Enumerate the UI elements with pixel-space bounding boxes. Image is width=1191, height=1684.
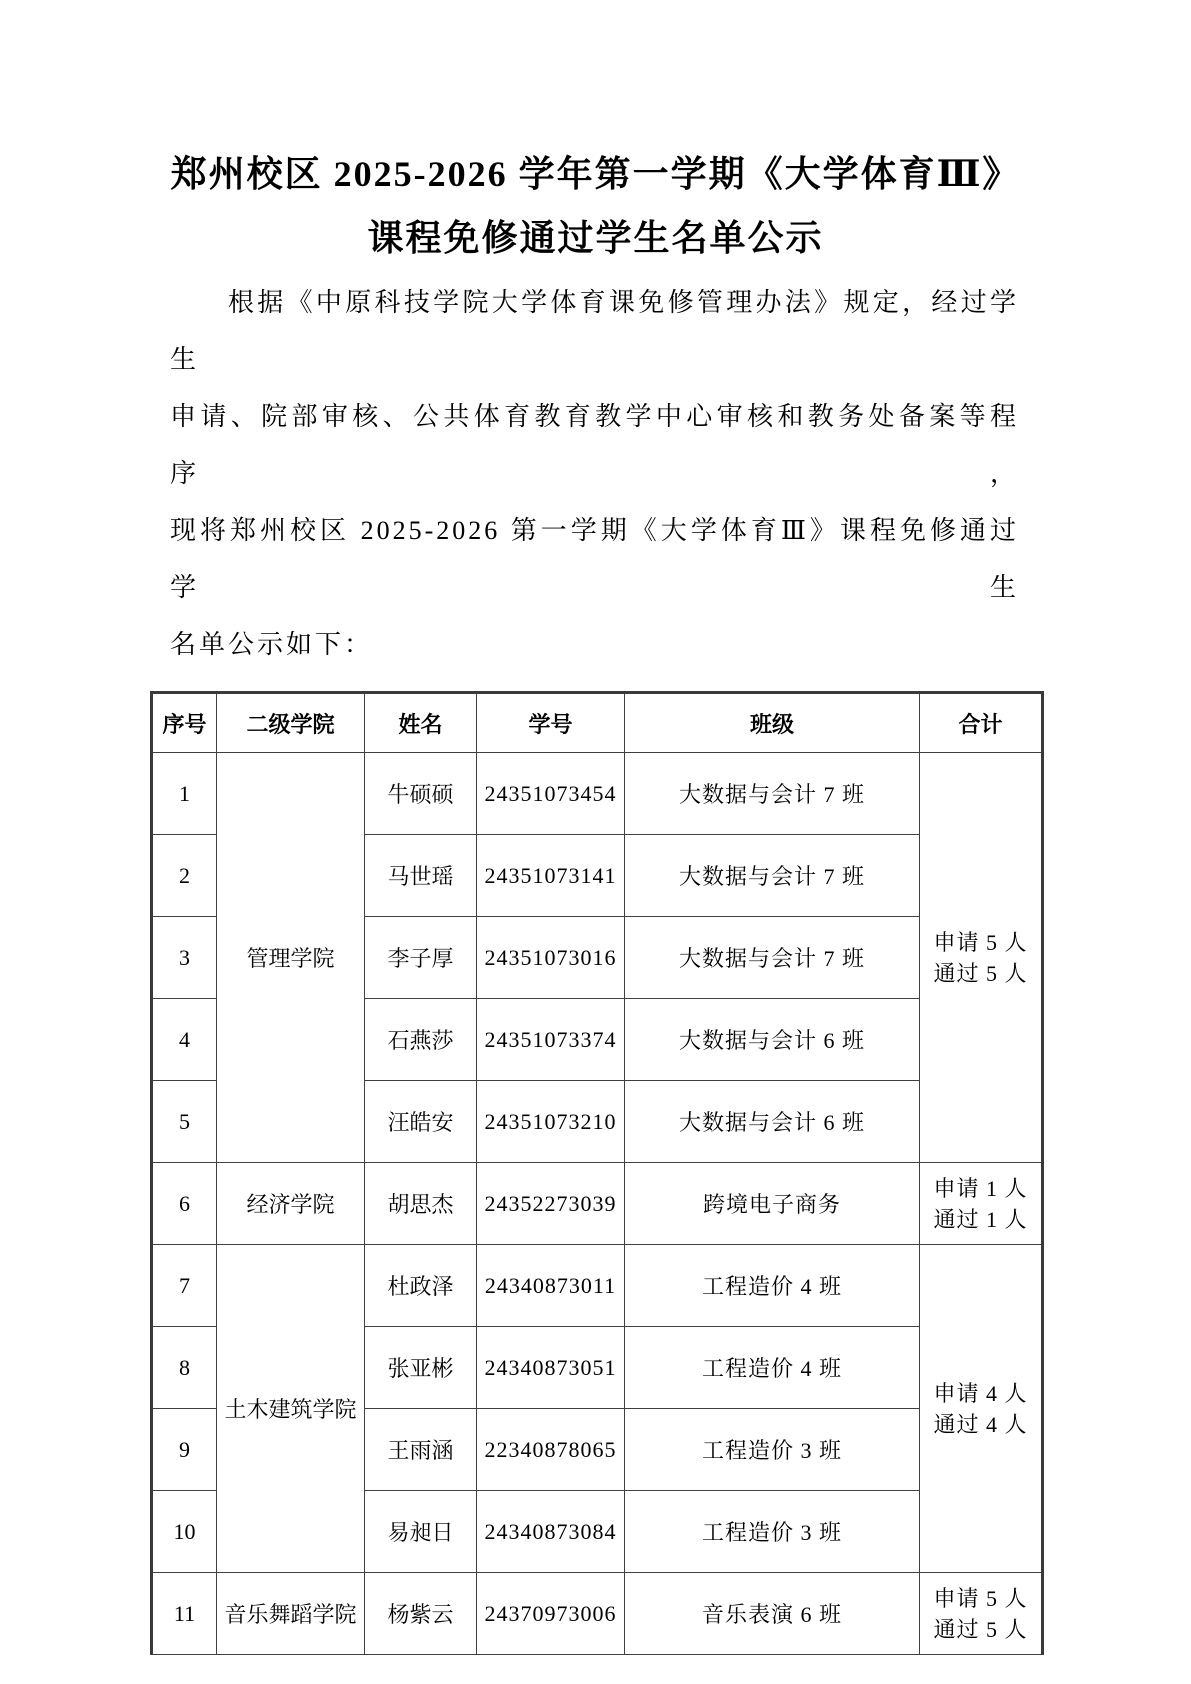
student-id-cell: 24370973006: [477, 1573, 625, 1655]
row-number-cell: 6: [152, 1163, 217, 1245]
row-number-cell: 7: [152, 1245, 217, 1327]
student-id-cell: 24340873084: [477, 1491, 625, 1573]
document-title-line1: 郑州校区 2025-2026 学年第一学期《大学体育Ⅲ》: [170, 154, 1021, 194]
row-number-cell: 1: [152, 753, 217, 835]
paragraph-line: 现将郑州校区 2025-2026 第一学期《大学体育Ⅲ》课程免修通过学生: [170, 516, 1019, 602]
intro-paragraph: [170, 274, 1019, 673]
class-cell: 工程造价 3 班: [625, 1409, 920, 1491]
paragraph-line: 名单公示如下：: [170, 630, 374, 659]
student-id-cell: 24351073141: [477, 835, 625, 917]
table-row: [152, 1245, 1043, 1327]
class-cell: 大数据与会计 7 班: [625, 753, 920, 835]
student-name-cell: 杜政泽: [365, 1245, 477, 1327]
row-number-cell: 4: [152, 999, 217, 1081]
header-cell-seq: 序号: [152, 693, 217, 753]
row-number-cell: 10: [152, 1491, 217, 1573]
college-cell: 管理学院: [217, 753, 365, 1163]
row-number-cell: 2: [152, 835, 217, 917]
table-header-row: [152, 693, 1043, 753]
class-cell: 大数据与会计 6 班: [625, 999, 920, 1081]
total-cell: 申请 5 人 通过 5 人: [920, 753, 1043, 1163]
header-cell-college: 二级学院: [217, 693, 365, 753]
header-cell-id: 学号: [477, 693, 625, 753]
student-name-cell: 牛硕硕: [365, 753, 477, 835]
college-cell: 音乐舞蹈学院: [217, 1573, 365, 1655]
college-cell: 经济学院: [217, 1163, 365, 1245]
student-id-cell: 24351073454: [477, 753, 625, 835]
total-cell: 申请 5 人 通过 5 人: [920, 1573, 1043, 1655]
class-cell: 工程造价 4 班: [625, 1327, 920, 1409]
class-cell: 大数据与会计 7 班: [625, 835, 920, 917]
row-number-cell: 3: [152, 917, 217, 999]
paragraph-line: 申请、院部审核、公共体育教育教学中心审核和教务处备案等程序，: [170, 402, 1019, 488]
student-name-cell: 马世瑶: [365, 835, 477, 917]
class-cell: 大数据与会计 6 班: [625, 1081, 920, 1163]
student-id-cell: 24340873011: [477, 1245, 625, 1327]
header-cell-name: 姓名: [365, 693, 477, 753]
student-id-cell: 24351073374: [477, 999, 625, 1081]
header-cell-class: 班级: [625, 693, 920, 753]
row-number-cell: 11: [152, 1573, 217, 1655]
class-cell: 跨境电子商务: [625, 1163, 920, 1245]
table-row: [152, 1163, 1043, 1245]
class-cell: 音乐表演 6 班: [625, 1573, 920, 1655]
row-number-cell: 5: [152, 1081, 217, 1163]
class-cell: 大数据与会计 7 班: [625, 917, 920, 999]
table-row: [152, 1573, 1043, 1655]
student-name-cell: 汪皓安: [365, 1081, 477, 1163]
student-id-cell: 24351073016: [477, 917, 625, 999]
class-cell: 工程造价 3 班: [625, 1491, 920, 1573]
table-row: [152, 753, 1043, 835]
total-cell: 申请 4 人 通过 4 人: [920, 1245, 1043, 1573]
class-cell: 工程造价 4 班: [625, 1245, 920, 1327]
student-id-cell: 24352273039: [477, 1163, 625, 1245]
student-name-cell: 张亚彬: [365, 1327, 477, 1409]
exemption-roster-table: [150, 691, 1044, 1655]
student-name-cell: 石燕莎: [365, 999, 477, 1081]
document-title-line2: 课程免修通过学生名单公示: [367, 218, 824, 258]
student-name-cell: 易昶日: [365, 1491, 477, 1573]
student-name-cell: 胡思杰: [365, 1163, 477, 1245]
student-id-cell: 24340873051: [477, 1327, 625, 1409]
row-number-cell: 9: [152, 1409, 217, 1491]
student-name-cell: 李子厚: [365, 917, 477, 999]
row-number-cell: 8: [152, 1327, 217, 1409]
header-cell-total: 合计: [920, 693, 1043, 753]
college-cell: 土木建筑学院: [217, 1245, 365, 1573]
student-id-cell: 24351073210: [477, 1081, 625, 1163]
document-title: [0, 0, 1191, 270]
paragraph-line: 根据《中原科技学院大学体育课免修管理办法》规定，经过学生: [170, 288, 1019, 374]
total-cell: 申请 1 人 通过 1 人: [920, 1163, 1043, 1245]
student-name-cell: 王雨涵: [365, 1409, 477, 1491]
student-name-cell: 杨紫云: [365, 1573, 477, 1655]
student-id-cell: 22340878065: [477, 1409, 625, 1491]
